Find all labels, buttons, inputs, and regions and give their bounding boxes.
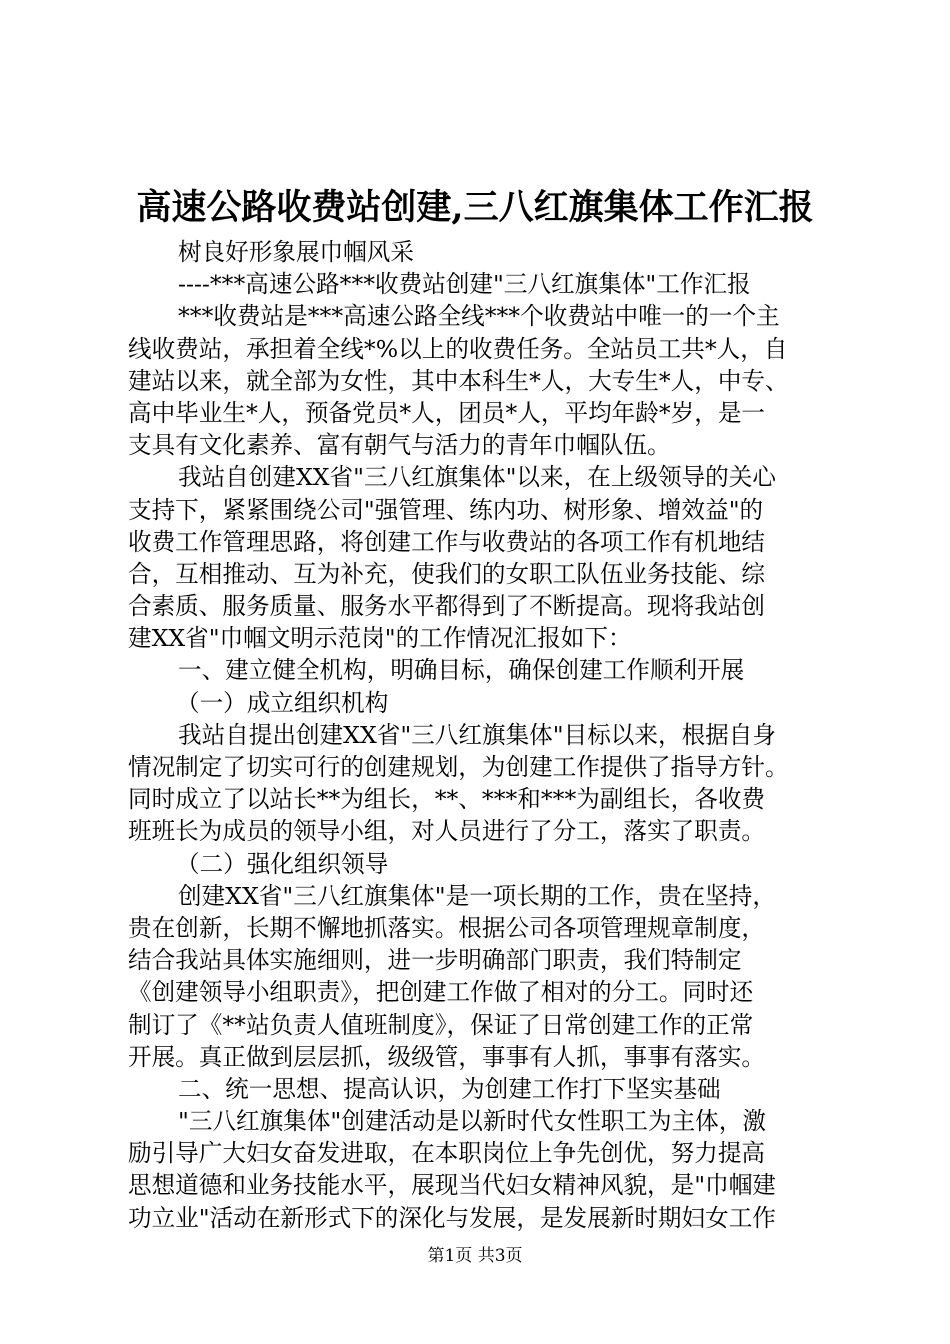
paragraph-line: 开展。真正做到层层抓，级级管，事事有人抓，事事有落实。 xyxy=(128,1042,766,1071)
paragraph-line: 贵在创新，长期不懈地抓落实。根据公司各项管理规章制度， xyxy=(128,913,766,942)
paragraph-line: "三八红旗集体"创建活动是以新时代女性职工为主体，激 xyxy=(178,1107,766,1136)
paragraph-line: 建站以来，就全部为女性，其中本科生*人，大专生*人，中专、 xyxy=(128,366,789,395)
paragraph-line: 励引导广大妇女奋发进取，在本职岗位上争先创优，努力提高 xyxy=(128,1139,766,1168)
paragraph-line: 结合我站具体实施细则，进一步明确部门职责，我们特制定 xyxy=(128,946,742,975)
paragraph-line: 我站自提出创建XX省"三八红旗集体"目标以来，根据自身 xyxy=(178,720,776,749)
subsection-heading: （二）强化组织领导 xyxy=(176,849,389,878)
paragraph-line: 《创建领导小组职责》，把创建工作做了相对的分工。同时还 xyxy=(128,978,754,1007)
paragraph-line: 高中毕业生*人，预备党员*人，团员*人，平均年龄*岁，是一 xyxy=(128,398,766,427)
paragraph-line: 收费工作管理思路，将创建工作与收费站的各项工作有机地结 xyxy=(128,527,766,556)
paragraph-line: 线收费站，承担着全线*%以上的收费任务。全站员工共*人，自 xyxy=(128,334,788,363)
paragraph-line: 创建XX省"三八红旗集体"是一项长期的工作，贵在坚持， xyxy=(178,881,776,910)
document-title: 高速公路收费站创建,三八红旗集体工作汇报 xyxy=(136,187,814,228)
subtitle-line: ----***高速公路***收费站创建"三八红旗集体"工作汇报 xyxy=(178,270,751,299)
paragraph-line: 建XX省"巾帼文明示范岗"的工作情况汇报如下： xyxy=(128,624,632,653)
section-heading: 二、统一思想、提高认识，为创建工作打下坚实基础 xyxy=(178,1074,721,1103)
paragraph-line: 同时成立了以站长**为组长，**、***和***为副组长，各收费 xyxy=(128,785,766,814)
paragraph-line: 情况制定了切实可行的创建规划，为创建工作提供了指导方针。 xyxy=(128,753,789,781)
paragraph-line: 我站自创建XX省"三八红旗集体"以来，在上级领导的关心 xyxy=(178,463,776,492)
paragraph-line: 合素质、服务质量、服务水平都得到了不断提高。现将我站创 xyxy=(128,592,766,621)
paragraph-line: ***收费站是***高速公路全线***个收费站中唯一的一个主 xyxy=(178,302,780,331)
paragraph-line: 支持下，紧紧围绕公司"强管理、练内功、树形象、增效益"的 xyxy=(128,495,764,524)
paragraph-line: 班班长为成员的领导小组，对人员进行了分工，落实了职责。 xyxy=(128,817,766,846)
paragraph-line: 支具有文化素养、富有朝气与活力的青年巾帼队伍。 xyxy=(128,431,671,460)
subsection-heading: （一）成立组织机构 xyxy=(176,688,389,717)
paragraph-line: 功立业"活动在新形式下的深化与发展，是发展新时期妇女工作 xyxy=(128,1203,776,1232)
document-body xyxy=(128,236,828,1234)
paragraph-line: 思想道德和业务技能水平，展现当代妇女精神风貌，是"巾帼建 xyxy=(128,1171,776,1200)
paragraph-line: 合，互相推动、互为补充，使我们的女职工队伍业务技能、综 xyxy=(128,559,766,588)
section-heading: 一、建立健全机构，明确目标，确保创建工作顺利开展 xyxy=(178,656,745,685)
page-number: 第1页 共3页 xyxy=(427,1246,523,1266)
paragraph-line: 制订了《**站负责人值班制度》，保证了日常创建工作的正常 xyxy=(128,1010,754,1039)
subtitle-line: 树良好形象展巾帼风采 xyxy=(178,238,414,266)
